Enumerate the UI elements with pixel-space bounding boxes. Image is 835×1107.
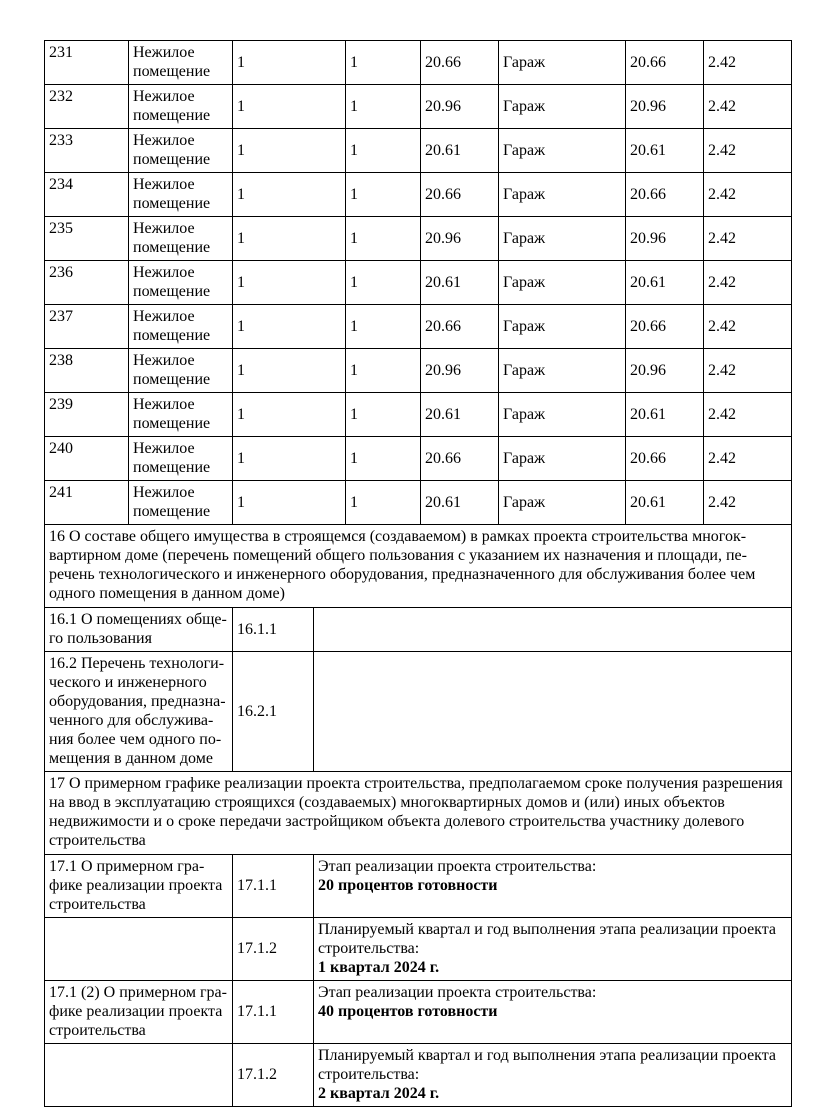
unit-row	[45, 305, 792, 349]
unit-count1-cell: 1	[233, 437, 346, 481]
value-bold: 2 квартал 2024 г.	[318, 1085, 440, 1102]
unit-height-cell: 2.42	[704, 41, 792, 85]
unit-row	[45, 85, 792, 129]
unit-height-cell: 2.42	[704, 261, 792, 305]
unit-purpose-cell: Гараж	[499, 217, 626, 261]
unit-row	[45, 261, 792, 305]
value-text: Планируемый квартал и год выполнения этапа реализации проекта строительства:	[318, 921, 777, 957]
unit-id-cell: 240	[45, 437, 129, 481]
item-value-cell	[314, 608, 792, 652]
item-label-cell: 16.1 О помещениях общего пользования	[45, 608, 233, 652]
unit-id-cell: 234	[45, 173, 129, 217]
unit-count1-cell: 1	[233, 173, 346, 217]
sections-table	[44, 524, 792, 1107]
unit-purpose-cell: Гараж	[499, 41, 626, 85]
unit-id-cell: 231	[45, 41, 129, 85]
unit-height-cell: 2.42	[704, 85, 792, 129]
unit-id-cell: 237	[45, 305, 129, 349]
unit-area2-cell: 20.61	[626, 393, 704, 437]
row-16-1	[45, 608, 792, 652]
unit-count1-cell: 1	[233, 261, 346, 305]
unit-area2-cell: 20.66	[626, 305, 704, 349]
unit-height-cell: 2.42	[704, 217, 792, 261]
unit-count1-cell: 1	[233, 41, 346, 85]
item-value-cell	[314, 652, 792, 772]
unit-id-cell: 233	[45, 129, 129, 173]
unit-count2-cell: 1	[346, 305, 421, 349]
unit-purpose-cell: Гараж	[499, 481, 626, 525]
unit-area-cell: 20.66	[421, 173, 499, 217]
row-17-1-2-1-2	[45, 1044, 792, 1107]
unit-area2-cell: 20.96	[626, 349, 704, 393]
unit-purpose-cell: Гараж	[499, 393, 626, 437]
unit-count1-cell: 1	[233, 393, 346, 437]
unit-purpose-cell: Гараж	[499, 129, 626, 173]
unit-id-cell: 232	[45, 85, 129, 129]
item-label-cell: 17.1 (2) О примерном графике реализации проекта строительства	[45, 981, 233, 1044]
unit-id-cell: 238	[45, 349, 129, 393]
unit-type-cell: Нежилое помещение	[129, 305, 233, 349]
unit-type-cell: Нежилое помещение	[129, 437, 233, 481]
unit-area-cell: 20.61	[421, 261, 499, 305]
unit-area2-cell: 20.66	[626, 41, 704, 85]
unit-area2-cell: 20.96	[626, 85, 704, 129]
item-label-cell	[45, 918, 233, 981]
unit-count1-cell: 1	[233, 481, 346, 525]
unit-type-cell: Нежилое помещение	[129, 393, 233, 437]
section-17-header: 17 О примерном графике реализации проекта строительства, предполагаемом сроке получения разрешения на ввод в эксплуатацию строящихся (создаваемых) многоквартирных домов и (или) иных объектов недвижимости и о сроке передачи застройщиком объекта долевого строительства участнику долевого строительства	[45, 772, 792, 855]
item-code-cell: 17.1.2	[233, 918, 314, 981]
unit-type-cell: Нежилое помещение	[129, 261, 233, 305]
unit-area-cell: 20.61	[421, 481, 499, 525]
unit-row	[45, 437, 792, 481]
item-code-cell: 17.1.2	[233, 1044, 314, 1107]
unit-purpose-cell: Гараж	[499, 261, 626, 305]
unit-area2-cell: 20.96	[626, 217, 704, 261]
row-16-2	[45, 652, 792, 772]
item-code-cell: 17.1.1	[233, 855, 314, 918]
unit-area2-cell: 20.61	[626, 261, 704, 305]
item-label-cell: 17.1 О примерном графике реализации проекта строительства	[45, 855, 233, 918]
value-text: Этап реализации проекта строительства:	[318, 858, 597, 875]
unit-row	[45, 393, 792, 437]
unit-row	[45, 129, 792, 173]
unit-area2-cell: 20.66	[626, 437, 704, 481]
value-bold: 20 процентов готовности	[318, 877, 498, 894]
unit-purpose-cell: Гараж	[499, 437, 626, 481]
unit-type-cell: Нежилое помещение	[129, 129, 233, 173]
value-bold: 40 процентов готовности	[318, 1003, 498, 1020]
unit-count2-cell: 1	[346, 217, 421, 261]
item-label-cell: 16.2 Перечень технологического и инженерного оборудования, предназначенного для обслуживания более чем одного помещения в данном доме	[45, 652, 233, 772]
item-value-cell	[314, 981, 792, 1044]
unit-row	[45, 481, 792, 525]
unit-count2-cell: 1	[346, 349, 421, 393]
unit-height-cell: 2.42	[704, 173, 792, 217]
unit-id-cell: 239	[45, 393, 129, 437]
unit-row	[45, 217, 792, 261]
unit-height-cell: 2.42	[704, 393, 792, 437]
row-17-1-2-1-1	[45, 981, 792, 1044]
unit-area-cell: 20.61	[421, 393, 499, 437]
unit-count2-cell: 1	[346, 481, 421, 525]
item-value-cell	[314, 855, 792, 918]
unit-height-cell: 2.42	[704, 305, 792, 349]
unit-row	[45, 41, 792, 85]
unit-purpose-cell: Гараж	[499, 349, 626, 393]
unit-count1-cell: 1	[233, 349, 346, 393]
unit-id-cell: 236	[45, 261, 129, 305]
section-16-header: 16 О составе общего имущества в строящемся (создаваемом) в рамках проекта строительства многоквартирном доме (перечень помещений общего пользования с указанием их назначения и площади, перечень технологического и инженерного оборудования, предназначенного для обслуживания более чем одного помещения в данном доме)	[45, 525, 792, 608]
unit-type-cell: Нежилое помещение	[129, 217, 233, 261]
unit-type-cell: Нежилое помещение	[129, 173, 233, 217]
row-17-1-2	[45, 918, 792, 981]
item-code-cell: 16.1.1	[233, 608, 314, 652]
section-16-header-row	[45, 525, 792, 608]
unit-area2-cell: 20.61	[626, 129, 704, 173]
unit-height-cell: 2.42	[704, 349, 792, 393]
item-value-cell	[314, 1044, 792, 1107]
section-17-header-row	[45, 772, 792, 855]
unit-count2-cell: 1	[346, 41, 421, 85]
unit-area-cell: 20.96	[421, 217, 499, 261]
unit-area2-cell: 20.61	[626, 481, 704, 525]
unit-purpose-cell: Гараж	[499, 173, 626, 217]
unit-area-cell: 20.96	[421, 349, 499, 393]
unit-area-cell: 20.96	[421, 85, 499, 129]
unit-id-cell: 235	[45, 217, 129, 261]
item-value-cell	[314, 918, 792, 981]
unit-count2-cell: 1	[346, 437, 421, 481]
item-code-cell: 16.2.1	[233, 652, 314, 772]
unit-area-cell: 20.66	[421, 305, 499, 349]
unit-row	[45, 349, 792, 393]
unit-count2-cell: 1	[346, 261, 421, 305]
value-text: Этап реализации проекта строительства:	[318, 984, 597, 1001]
unit-count2-cell: 1	[346, 85, 421, 129]
unit-count2-cell: 1	[346, 393, 421, 437]
unit-count2-cell: 1	[346, 129, 421, 173]
unit-area-cell: 20.61	[421, 129, 499, 173]
unit-area-cell: 20.66	[421, 437, 499, 481]
unit-type-cell: Нежилое помещение	[129, 481, 233, 525]
unit-height-cell: 2.42	[704, 129, 792, 173]
unit-type-cell: Нежилое помещение	[129, 41, 233, 85]
unit-area-cell: 20.66	[421, 41, 499, 85]
unit-purpose-cell: Гараж	[499, 305, 626, 349]
unit-count1-cell: 1	[233, 217, 346, 261]
unit-height-cell: 2.42	[704, 481, 792, 525]
unit-area2-cell: 20.66	[626, 173, 704, 217]
unit-row	[45, 173, 792, 217]
unit-count2-cell: 1	[346, 173, 421, 217]
unit-height-cell: 2.42	[704, 437, 792, 481]
unit-count1-cell: 1	[233, 305, 346, 349]
unit-type-cell: Нежилое помещение	[129, 85, 233, 129]
value-bold: 1 квартал 2024 г.	[318, 959, 440, 976]
unit-count1-cell: 1	[233, 85, 346, 129]
value-text: Планируемый квартал и год выполнения этапа реализации проекта строительства:	[318, 1047, 777, 1083]
units-table	[44, 40, 792, 525]
unit-id-cell: 241	[45, 481, 129, 525]
item-code-cell: 17.1.1	[233, 981, 314, 1044]
row-17-1-1	[45, 855, 792, 918]
unit-purpose-cell: Гараж	[499, 85, 626, 129]
unit-type-cell: Нежилое помещение	[129, 349, 233, 393]
item-label-cell	[45, 1044, 233, 1107]
unit-count1-cell: 1	[233, 129, 346, 173]
